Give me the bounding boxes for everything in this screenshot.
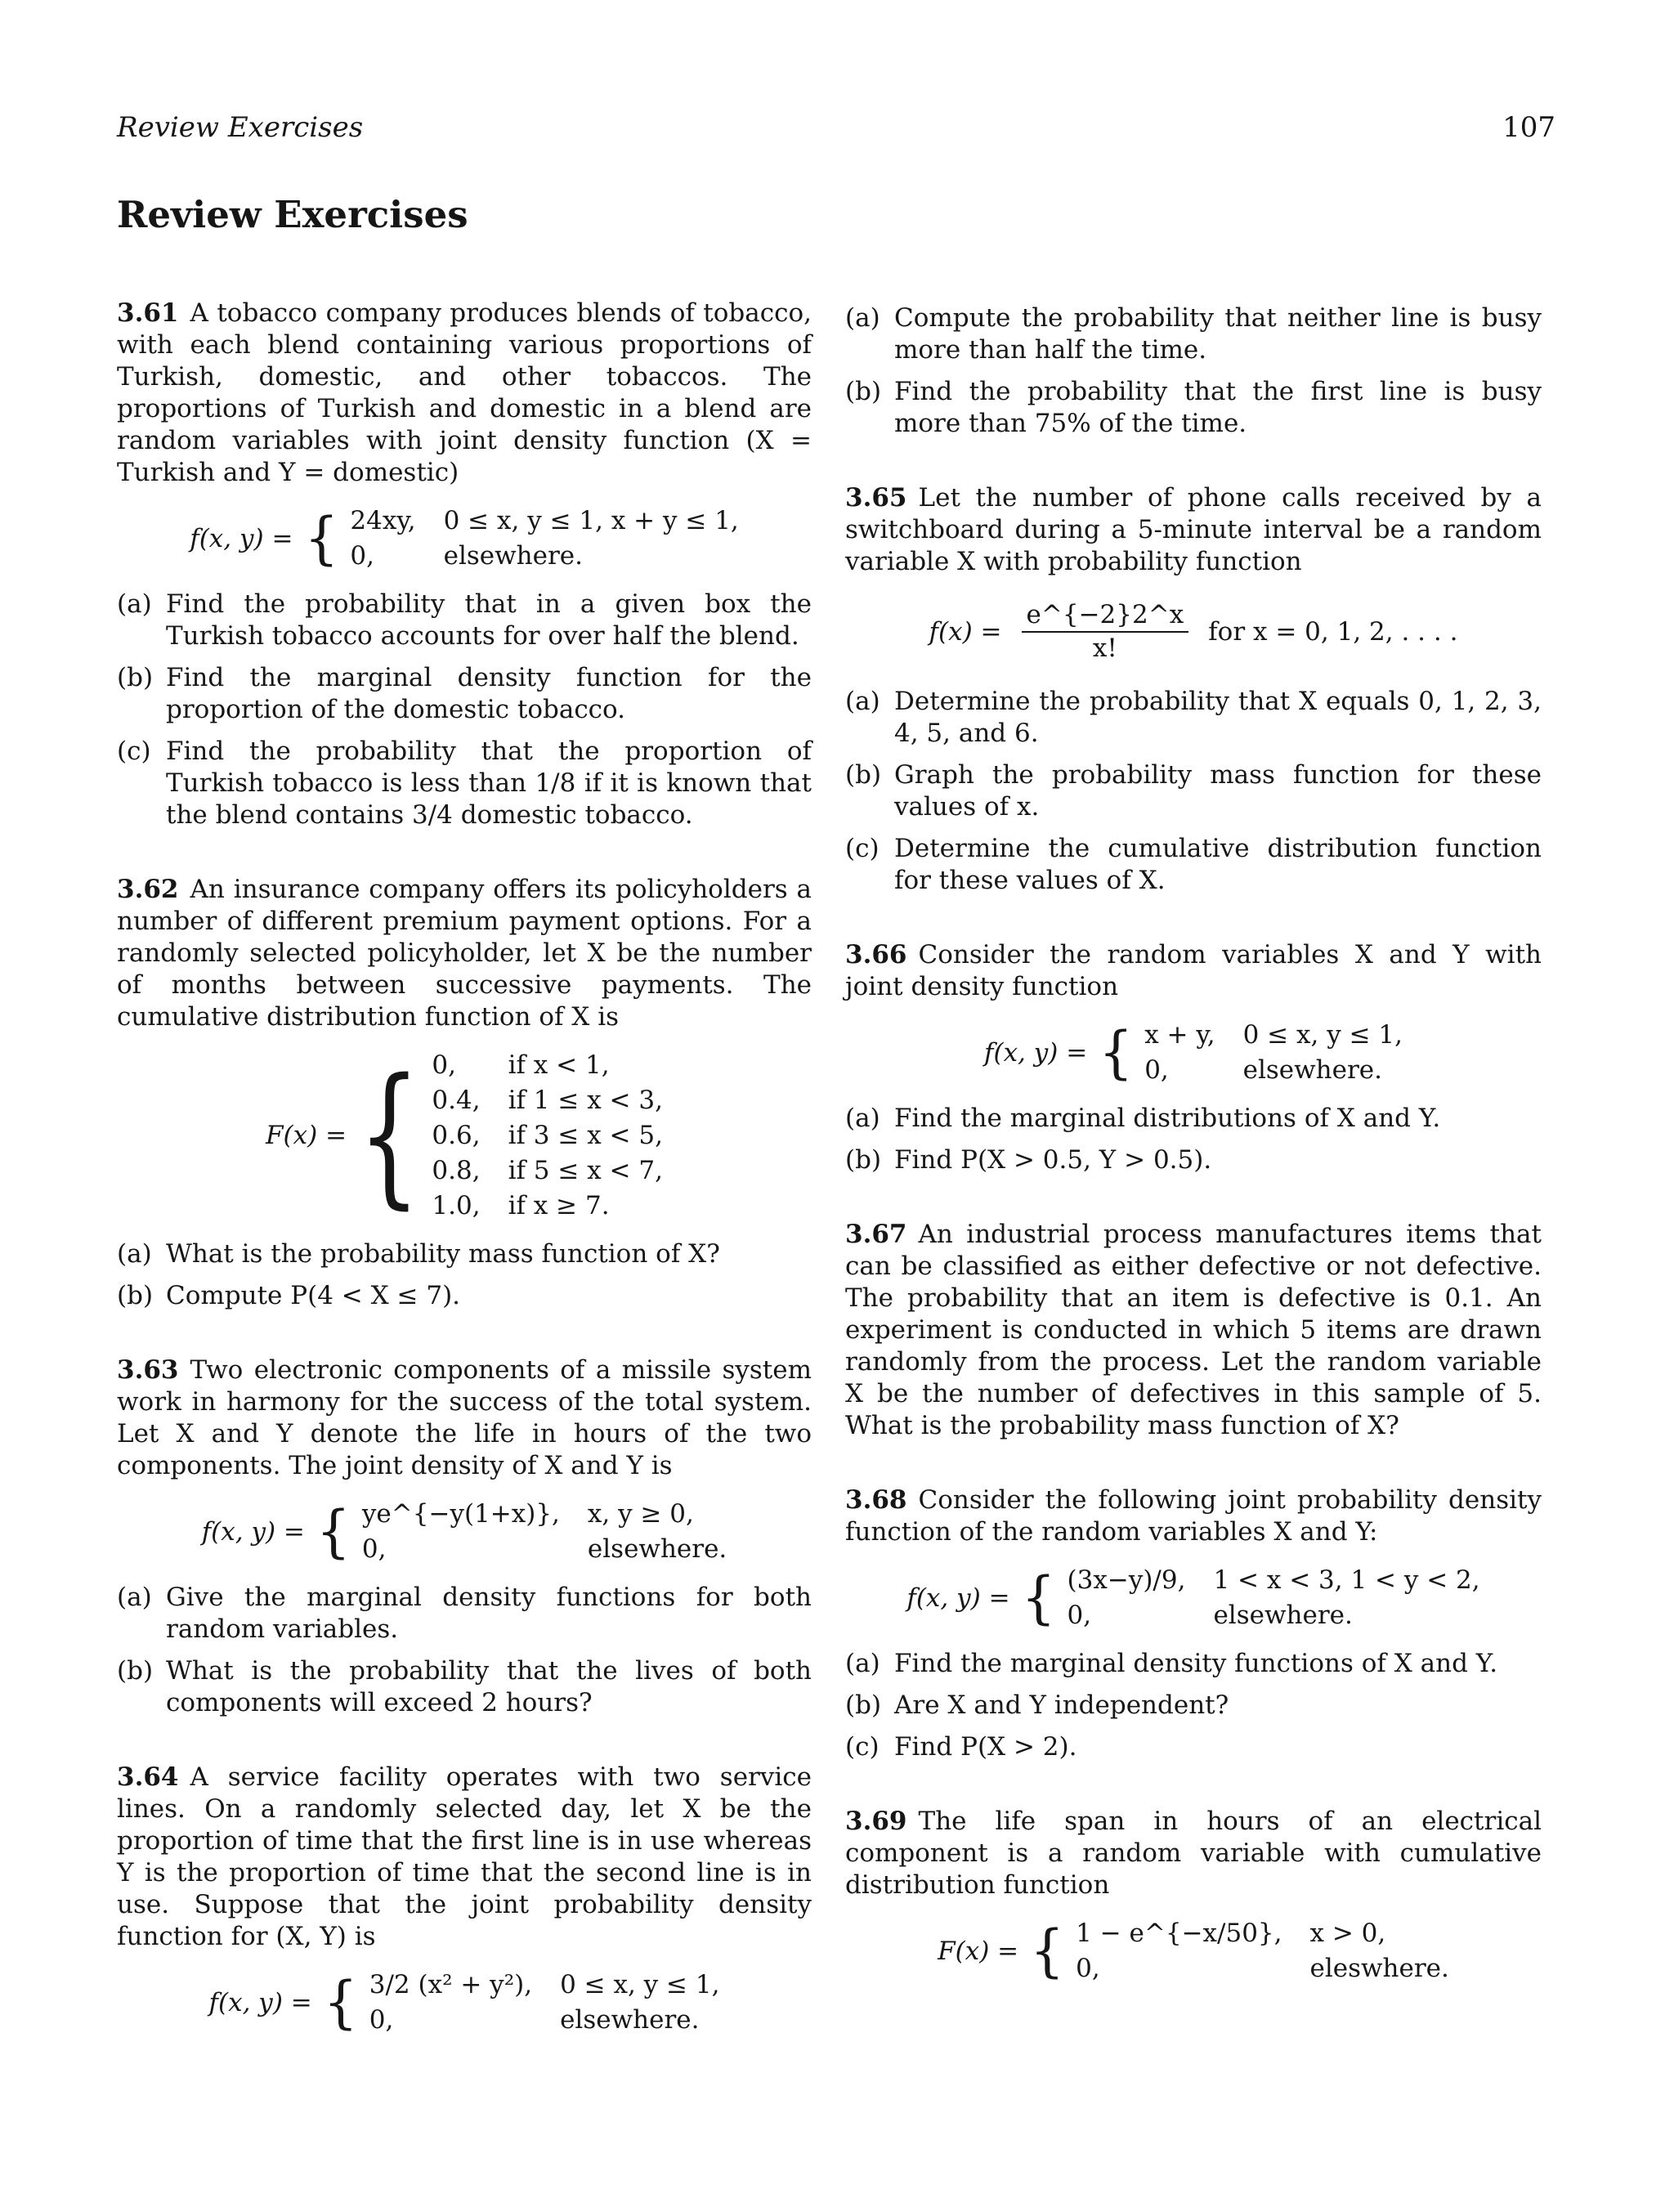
case-condition: elsewhere. bbox=[587, 1534, 727, 1564]
case-condition: x > 0, bbox=[1309, 1919, 1386, 1948]
exercise-parts bbox=[845, 1648, 1542, 1763]
equation-lhs: F(x) = bbox=[266, 1121, 347, 1150]
exercise-number: 3.68 bbox=[845, 1485, 907, 1515]
exercise-part bbox=[845, 1144, 1542, 1176]
exercise-part bbox=[117, 1655, 812, 1719]
exercise-part bbox=[117, 736, 812, 831]
cases-table bbox=[1068, 1565, 1480, 1632]
equation-lhs: F(x) = bbox=[938, 1936, 1019, 1966]
equation-lhs: f(x, y) = bbox=[984, 1037, 1088, 1068]
left-brace: { bbox=[1030, 1918, 1065, 1984]
running-title: Review Exercises bbox=[117, 111, 364, 144]
density-equation bbox=[117, 505, 812, 572]
case-value: 3/2 (x² + y²), bbox=[369, 1970, 533, 1999]
exercise-part bbox=[845, 1648, 1542, 1680]
exercise-number: 3.65 bbox=[845, 483, 907, 513]
case-value: 0.8, bbox=[432, 1156, 481, 1185]
part-label: (b) bbox=[845, 1690, 882, 1720]
equation-lhs: f(x, y) = bbox=[190, 523, 293, 553]
case-condition: 0 ≤ x, y ≤ 1, bbox=[1242, 1020, 1403, 1050]
equation-condition: for x = 0, 1, 2, . . . . bbox=[1208, 616, 1458, 647]
exercise-part bbox=[845, 302, 1542, 366]
exercise-text: Let the number of phone calls received by a switchboard during a 5-minute interval be a random variable X with probability function bbox=[845, 483, 1542, 576]
exercise-number: 3.69 bbox=[845, 1807, 907, 1836]
density-equation bbox=[845, 1019, 1542, 1086]
exercise-number: 3.62 bbox=[117, 875, 179, 904]
case-value: 0.6, bbox=[432, 1121, 481, 1150]
exercise-3-64 bbox=[117, 1762, 812, 2036]
part-text: Graph the probability mass function for these values of x. bbox=[894, 760, 1542, 822]
part-label: (a) bbox=[845, 303, 880, 333]
equation-lhs: f(x, y) = bbox=[201, 1516, 305, 1547]
exercise-part bbox=[117, 1238, 812, 1270]
exercise-statement bbox=[845, 482, 1542, 578]
case-condition: 0 ≤ x, y ≤ 1, bbox=[560, 1970, 720, 1999]
part-label: (b) bbox=[845, 1145, 882, 1175]
cases-table bbox=[362, 1498, 727, 1565]
left-brace: { bbox=[304, 505, 339, 571]
case-value: 0, bbox=[1076, 1954, 1100, 1983]
part-label: (b) bbox=[117, 663, 154, 692]
case-value: 1.0, bbox=[432, 1191, 481, 1220]
exercise-3-68 bbox=[845, 1484, 1542, 1763]
left-brace: { bbox=[358, 1047, 421, 1224]
exercise-statement bbox=[845, 1806, 1542, 1901]
equation-lhs: f(x) = bbox=[929, 616, 1002, 647]
case-condition: elsewhere. bbox=[1242, 1055, 1383, 1085]
part-label: (c) bbox=[845, 1732, 880, 1762]
exercise-statement bbox=[117, 298, 812, 489]
fraction-denominator: x! bbox=[1092, 634, 1117, 663]
exercise-part bbox=[117, 1582, 812, 1646]
exercise-statement bbox=[845, 1219, 1542, 1442]
case-condition: if 5 ≤ x < 7, bbox=[508, 1156, 663, 1185]
part-label: (a) bbox=[117, 1239, 152, 1269]
part-label: (a) bbox=[845, 1104, 880, 1133]
exercise-part bbox=[845, 1731, 1542, 1763]
part-text: Find the probability that the proportion of Turkish tobacco is less than 1/8 if it is known that the blend contains 3/4 domestic tobacco. bbox=[166, 737, 812, 830]
part-text: Find the probability that in a given box the Turkish tobacco accounts for over half the blend. bbox=[166, 589, 812, 651]
exercise-part bbox=[845, 686, 1542, 750]
exercise-part bbox=[845, 1690, 1542, 1722]
case-value: 0, bbox=[432, 1050, 456, 1080]
part-label: (c) bbox=[117, 737, 151, 766]
case-value: 0.4, bbox=[432, 1086, 481, 1115]
part-text: Find the probability that the first line is busy more than 75% of the time. bbox=[894, 377, 1542, 438]
exercise-text: Two electronic components of a missile system work in harmony for the success of the total system. Let X and Y denote the life in hours of the two components. The joint density of X and Y is bbox=[117, 1355, 812, 1480]
exercise-text: An industrial process manufactures items that can be classified as either defective or not defective. The probability that an item is defective is 0.1. An experiment is conducted in which 5 items are drawn randomly from the process. Let the random variable X be the number of defectives in this sample of 5. What is the probability mass function of X? bbox=[845, 1220, 1542, 1440]
part-text: Find P(X > 0.5, Y > 0.5). bbox=[894, 1145, 1212, 1175]
part-text: Determine the probability that X equals 0, 1, 2, 3, 4, 5, and 6. bbox=[894, 687, 1542, 748]
exercise-text: Consider the random variables X and Y with joint density function bbox=[845, 940, 1542, 1001]
exercise-part bbox=[117, 589, 812, 652]
part-label: (a) bbox=[117, 589, 152, 619]
exercise-part bbox=[117, 1280, 812, 1312]
fraction bbox=[1022, 599, 1189, 665]
section-title: Review Exercises bbox=[117, 193, 468, 236]
exercise-number: 3.61 bbox=[117, 298, 179, 328]
exercise-text: The life span in hours of an electrical component is a random variable with cumulative distribution function bbox=[845, 1807, 1542, 1900]
exercise-parts bbox=[845, 686, 1542, 897]
exercise-part bbox=[845, 376, 1542, 440]
equation-lhs: f(x, y) = bbox=[906, 1583, 1010, 1613]
exercise-statement bbox=[117, 1762, 812, 1953]
density-equation bbox=[117, 1969, 812, 2036]
right-column bbox=[845, 298, 1542, 2027]
part-text: Give the marginal density functions for both random variables. bbox=[166, 1583, 812, 1644]
cdf-equation bbox=[845, 1918, 1542, 1985]
probability-function-equation bbox=[845, 599, 1542, 665]
left-brace: { bbox=[316, 1498, 351, 1565]
exercise-text: A service facility operates with two service lines. On a randomly selected day, let X be the proportion of time that the first line is in use whereas Y is the proportion of time that the second line is in use. Suppose that the joint probability density function for (X, Y) is bbox=[117, 1762, 812, 1951]
exercise-part bbox=[845, 1103, 1542, 1135]
exercise-statement bbox=[845, 939, 1542, 1003]
exercise-text: A tobacco company produces blends of tobacco, with each blend containing various proportions of Turkish, domestic, and other tobaccos. The proportions of Turkish and domestic in a blend are random variables with joint density function (X = Turkish and Y = domestic) bbox=[117, 298, 812, 487]
case-condition: 0 ≤ x, y ≤ 1, x + y ≤ 1, bbox=[443, 506, 739, 535]
exercise-3-67 bbox=[845, 1219, 1542, 1442]
case-condition: elsewhere. bbox=[560, 2005, 700, 2035]
cases-table bbox=[369, 1969, 720, 2036]
left-column bbox=[117, 298, 812, 2079]
fraction-numerator: e^{−2}2^x bbox=[1022, 599, 1189, 633]
part-label: (c) bbox=[845, 834, 880, 863]
running-head bbox=[117, 111, 1555, 144]
left-brace: { bbox=[323, 1969, 358, 2035]
case-condition: 1 < x < 3, 1 < y < 2, bbox=[1213, 1565, 1480, 1595]
case-value: 0, bbox=[369, 2005, 394, 2035]
part-label: (b) bbox=[845, 377, 882, 406]
part-label: (b) bbox=[117, 1656, 154, 1686]
exercise-parts bbox=[117, 589, 812, 831]
left-brace: { bbox=[1021, 1565, 1056, 1631]
part-label: (a) bbox=[117, 1583, 152, 1612]
part-text: Find P(X > 2). bbox=[894, 1732, 1077, 1762]
case-condition: elsewhere. bbox=[1213, 1601, 1353, 1630]
case-value: 1 − e^{−x/50}, bbox=[1076, 1919, 1282, 1948]
exercise-number: 3.63 bbox=[117, 1355, 179, 1385]
case-value: 0, bbox=[1144, 1055, 1169, 1085]
case-condition: if x ≥ 7. bbox=[508, 1191, 610, 1220]
case-value: 24xy, bbox=[350, 506, 416, 535]
density-equation bbox=[845, 1565, 1542, 1632]
exercise-parts bbox=[845, 1103, 1542, 1176]
part-text: Find the marginal density function for the proportion of the domestic tobacco. bbox=[166, 663, 812, 724]
part-text: Compute P(4 < X ≤ 7). bbox=[166, 1281, 461, 1310]
case-value: (3x−y)/9, bbox=[1067, 1565, 1186, 1595]
exercise-part bbox=[845, 759, 1542, 823]
exercise-statement bbox=[117, 874, 812, 1033]
part-text: Compute the probability that neither line is busy more than half the time. bbox=[894, 303, 1542, 365]
part-text: What is the probability mass function of X? bbox=[166, 1239, 720, 1269]
page-number: 107 bbox=[1502, 111, 1555, 144]
part-text: Are X and Y independent? bbox=[894, 1690, 1229, 1720]
part-text: Find the marginal distributions of X and Y. bbox=[894, 1104, 1441, 1133]
part-text: Find the marginal density functions of X and Y. bbox=[894, 1649, 1498, 1678]
density-equation bbox=[117, 1498, 812, 1565]
case-condition: eleswhere. bbox=[1309, 1954, 1449, 1983]
equation-lhs: f(x, y) = bbox=[208, 1987, 312, 2017]
exercise-statement bbox=[117, 1355, 812, 1482]
exercise-number: 3.67 bbox=[845, 1220, 907, 1249]
part-text: Determine the cumulative distribution function for these values of X. bbox=[894, 834, 1542, 895]
exercise-3-63 bbox=[117, 1355, 812, 1719]
exercise-parts bbox=[117, 1238, 812, 1312]
exercise-3-66 bbox=[845, 939, 1542, 1176]
cdf-equation bbox=[117, 1047, 812, 1224]
exercise-part bbox=[845, 833, 1542, 897]
case-value: ye^{−y(1+x)}, bbox=[361, 1499, 560, 1529]
cases-table bbox=[350, 505, 738, 572]
case-value: x + y, bbox=[1144, 1020, 1215, 1050]
case-condition: if 3 ≤ x < 5, bbox=[508, 1121, 663, 1150]
part-text: What is the probability that the lives of both components will exceed 2 hours? bbox=[166, 1656, 812, 1717]
exercise-3-62 bbox=[117, 874, 812, 1312]
left-brace: { bbox=[1099, 1019, 1134, 1086]
exercise-parts bbox=[117, 1582, 812, 1719]
exercise-number: 3.66 bbox=[845, 940, 907, 969]
part-label: (a) bbox=[845, 1649, 880, 1678]
exercise-parts bbox=[845, 302, 1542, 440]
part-label: (b) bbox=[845, 760, 882, 790]
case-value: 0, bbox=[361, 1534, 387, 1564]
part-label: (a) bbox=[845, 687, 880, 716]
exercise-3-61 bbox=[117, 298, 812, 831]
exercise-statement bbox=[845, 1484, 1542, 1548]
case-condition: if 1 ≤ x < 3, bbox=[508, 1086, 663, 1115]
cases-table bbox=[1076, 1918, 1449, 1985]
cases-table bbox=[1144, 1019, 1403, 1086]
case-value: 0, bbox=[1067, 1601, 1092, 1630]
case-value: 0, bbox=[350, 541, 374, 571]
cases-table bbox=[432, 1050, 663, 1222]
exercise-3-65 bbox=[845, 482, 1542, 897]
exercise-part bbox=[117, 662, 812, 726]
case-condition: elsewhere. bbox=[443, 541, 583, 571]
exercise-text: An insurance company offers its policyholders a number of different premium payment options. For a randomly selected policyholder, let X be the number of months between successive payments. The cumulative distribution function of X is bbox=[117, 875, 812, 1032]
case-condition: x, y ≥ 0, bbox=[587, 1499, 694, 1529]
exercise-3-64-parts bbox=[845, 302, 1542, 440]
exercise-number: 3.64 bbox=[117, 1762, 179, 1792]
case-condition: if x < 1, bbox=[508, 1050, 610, 1080]
part-label: (b) bbox=[117, 1281, 154, 1310]
exercise-3-69 bbox=[845, 1806, 1542, 1985]
exercise-text: Consider the following joint probability density function of the random variables X and Y: bbox=[845, 1485, 1542, 1547]
